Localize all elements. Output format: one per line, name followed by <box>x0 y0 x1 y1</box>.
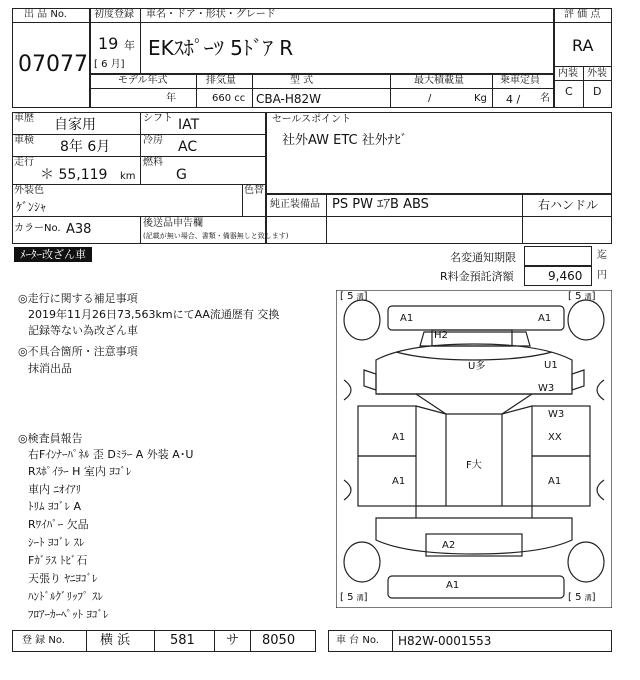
mark-rear-gate: A2 <box>442 540 456 551</box>
sales-points-label: セールスポイント <box>272 114 352 125</box>
type-label: 型 式 <box>290 75 314 86</box>
inspector-line: ﾊﾝﾄﾞﾙｸﾞﾘｯﾌﾟ ｽﾚ <box>28 590 103 603</box>
sales-points-value: 社外AW ETC 社外ﾅﾋﾞ <box>282 133 408 148</box>
displacement-label: 排気量 <box>206 75 236 86</box>
registration-number: 8050 <box>262 633 296 648</box>
mark-rear-bumper: A1 <box>446 580 460 591</box>
tire-tread-rear-left: [ 5 溝] <box>340 592 368 603</box>
mark-right-rear-door: A1 <box>548 476 562 487</box>
genuine-equip-label: 純正装備品 <box>270 199 320 210</box>
lot-number-label: 出 品 No. <box>24 9 67 20</box>
chassis-label: 車 台 No. <box>336 635 379 646</box>
inspector-title: ◎検査員報告 <box>18 432 83 445</box>
lot-number: 07077 <box>18 52 88 77</box>
interior-grade: C <box>565 85 573 98</box>
inspector-line: 天張り ﾔﾆﾖｺﾞﾚ <box>28 572 98 585</box>
registration-area: 横 浜 <box>100 633 131 648</box>
genuine-equip-value: PS PW ｴｱB ABS <box>332 197 429 212</box>
interior-label: 内装 <box>558 68 578 79</box>
registration-class: 581 <box>170 633 195 648</box>
registration-kana: サ <box>226 633 240 648</box>
tax-period-box <box>524 246 592 266</box>
capacity-value: 4 / <box>506 93 521 106</box>
handle-value: 右ハンドル <box>538 198 599 212</box>
car-name-label: 車名・ドア・形状・グレード <box>146 9 276 20</box>
meter-tamper-label: ﾒｰﾀｰ改ざん車 <box>14 247 92 262</box>
first-reg-year: 19 <box>98 34 119 53</box>
first-reg-label: 初度登録 <box>94 9 134 20</box>
inspector-line: 車内 ﾆｵｲｱﾘ <box>28 483 81 496</box>
exterior-label: 外装 <box>587 68 607 79</box>
car-damage-diagram <box>336 290 612 608</box>
inspector-line: Fｶﾞﾗｽ ﾄﾋﾞ石 <box>28 554 88 567</box>
tire-tread-rear-right: [ 5 溝] <box>568 592 596 603</box>
mark-right-front-door-2: XX <box>548 432 562 443</box>
inspector-line: Rﾜｲﾊﾟｰ 欠品 <box>28 518 89 531</box>
max-load-unit: Kg <box>474 93 487 104</box>
car-name: EKｽﾎﾟｰﾂ 5ﾄﾞｱ R <box>148 36 294 60</box>
mileage-value: ＊ 55,119 <box>40 167 108 183</box>
mark-front-bumper-right: A1 <box>538 313 552 324</box>
ac-label: 冷房 <box>143 135 163 146</box>
model-year-value: 年 <box>166 93 176 104</box>
max-load-sep: / <box>428 93 432 104</box>
travel-notes-line2: 記録等ない為改ざん車 <box>28 324 138 337</box>
mark-windshield: F大 <box>466 460 482 471</box>
mark-right-front-fender: U1 <box>544 360 558 371</box>
fuel-value: G <box>176 167 187 183</box>
tire-tread-front-right: [ 5 溝] <box>568 291 596 302</box>
mileage-unit: km <box>120 171 136 182</box>
rating-value: RA <box>572 36 594 55</box>
history-label: 車歴 <box>14 113 34 124</box>
mark-front-bumper-left: A1 <box>400 313 414 324</box>
mark-left-rear-door: A1 <box>392 476 406 487</box>
mark-right-front-fender-2: W3 <box>538 383 555 394</box>
chassis-value: H82W-0001553 <box>398 634 492 648</box>
inspector-line: Rｽﾎﾟｲﾗｰ H 室内 ﾖｺﾞﾚ <box>28 465 132 478</box>
mark-right-front-door: W3 <box>548 409 565 420</box>
mark-bonnet: H2 <box>434 330 448 341</box>
inspection-value: 8年 6月 <box>60 139 111 155</box>
history-value: 自家用 <box>54 117 96 133</box>
color-no-value: A38 <box>66 222 92 237</box>
tire-tread-front-left: [ 5 溝] <box>340 291 368 302</box>
color-change-label: 色替 <box>244 185 264 196</box>
color-label: 外装色 <box>14 185 44 196</box>
inspector-line: ﾄﾘﾑ ﾖｺﾞﾚ A <box>28 500 82 513</box>
inspector-line: ﾌﾛｱｰｶｰﾍﾟｯﾄ ﾖｺﾞﾚ <box>28 608 109 621</box>
year-unit: 年 <box>124 39 135 52</box>
max-load-label: 最大積載量 <box>414 75 464 86</box>
inspector-line: 右Fｲﾝﾅｰﾊﾟﾈﾙ 歪 Dﾐﾗｰ A 外装 A･U <box>28 448 194 461</box>
mark-roof: U多 <box>468 361 486 372</box>
post-equip-label: 後送品申告欄 <box>143 218 203 229</box>
shift-value: IAT <box>178 117 200 133</box>
displacement-value: 660 cc <box>212 93 246 104</box>
defects-line1: 抹消出品 <box>28 362 72 375</box>
post-equip-note: (記載が無い場合、書類・備器無しと致します) <box>143 232 289 240</box>
recycle-label: R料金預託済額 <box>440 270 514 283</box>
first-reg-month: [ 6 月] <box>94 59 125 70</box>
ac-value: AC <box>178 139 198 155</box>
recycle-unit: 円 <box>597 270 607 281</box>
mark-left-front-door: A1 <box>392 432 406 443</box>
recycle-value: 9,460 <box>548 269 583 283</box>
color-value: ｹﾞﾝｼｬ <box>16 200 47 214</box>
capacity-label: 乗車定員 <box>500 75 540 86</box>
travel-notes-line1: 2019年11月26日73,563kmにてAA流通歴有 交換 <box>28 308 280 321</box>
shift-label: シフト <box>143 113 173 124</box>
color-no-label: カラーNo. <box>14 223 61 234</box>
mileage-label: 走行 <box>14 157 34 168</box>
capacity-unit: 名 <box>540 93 550 104</box>
registration-label: 登 録 No. <box>22 635 65 646</box>
inspector-line: ｼｰﾄ ﾖｺﾞﾚ ｽﾚ <box>28 536 85 549</box>
tax-period-unit: 迄 <box>597 250 607 261</box>
tax-period-label: 名変通知期限 <box>450 251 516 264</box>
fuel-label: 燃料 <box>143 157 163 168</box>
inspection-label: 車検 <box>14 135 34 146</box>
defects-title: ◎不具合箇所・注意事項 <box>18 345 138 358</box>
exterior-grade: D <box>593 85 602 98</box>
type-value: CBA-H82W <box>256 92 322 106</box>
travel-notes-title: ◎走行に関する補足事項 <box>18 292 138 305</box>
rating-label: 評 価 点 <box>564 9 601 20</box>
model-year-label: モデル年式 <box>118 75 168 86</box>
